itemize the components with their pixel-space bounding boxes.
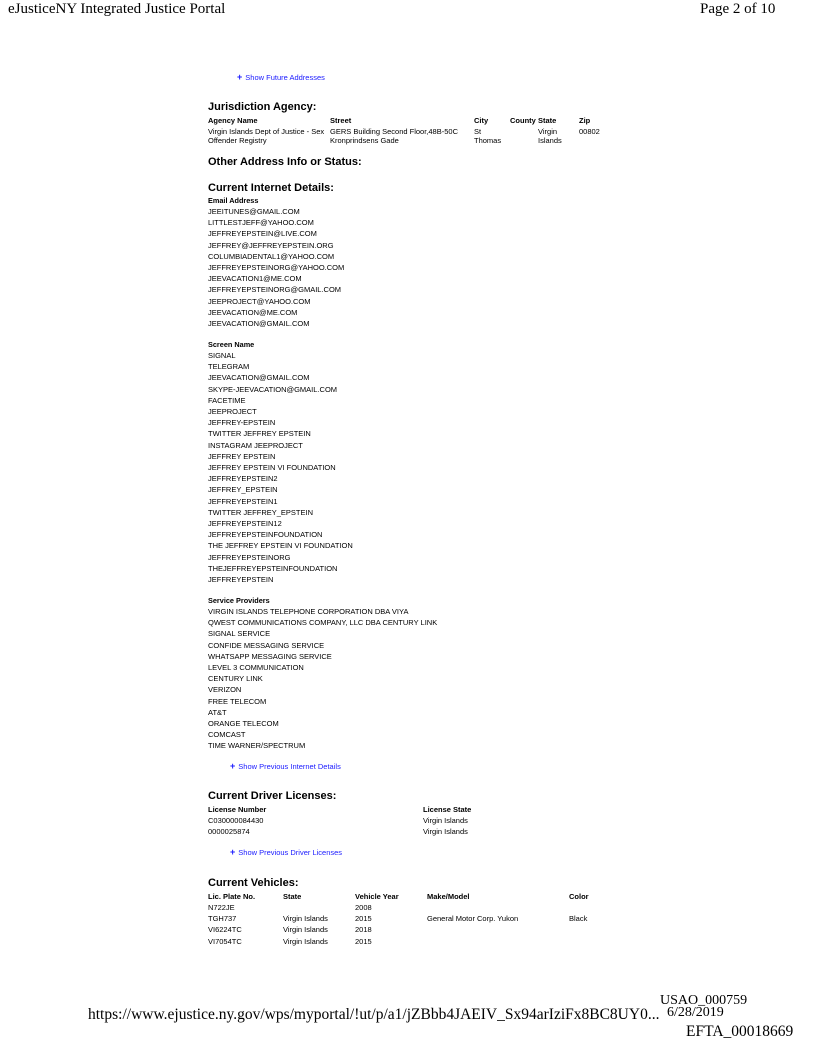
service-providers-list xyxy=(208,606,437,752)
screen-name-item: JEFFREYEPSTEINFOUNDATION xyxy=(208,530,323,540)
screen-name-item: THE JEFFREY EPSTEIN VI FOUNDATION xyxy=(208,541,353,551)
email-item: JEEPROJECT@YAHOO.COM xyxy=(208,296,311,306)
screen-name-item: SKYPE-JEEVACATION@GMAIL.COM xyxy=(208,384,338,394)
vehicles-heading: Current Vehicles: xyxy=(208,877,299,889)
provider-item: COMCAST xyxy=(208,730,246,740)
provider-item: VERIZON xyxy=(208,685,242,695)
screen-name-item: INSTAGRAM JEEPROJECT xyxy=(208,440,303,450)
column-header: License Number xyxy=(208,805,267,814)
screen-name-item: TWITTER JEFFREY_EPSTEIN xyxy=(208,507,314,517)
screen-name-item: JEFFREY EPSTEIN xyxy=(208,451,276,461)
col-city: City xyxy=(474,116,489,125)
provider-item: SIGNAL SERVICE xyxy=(208,629,271,639)
column-header: Color xyxy=(569,892,589,901)
provider-item: TIME WARNER/SPECTRUM xyxy=(208,741,306,751)
screen-name-item: JEFFREYEPSTEIN12 xyxy=(208,519,282,529)
portal-title: eJusticeNY Integrated Justice Portal xyxy=(8,1,226,17)
screen-name-list xyxy=(208,350,353,585)
column-header: Lic. Plate No. xyxy=(208,892,256,901)
email-item: JEFFREYEPSTEIN@LIVE.COM xyxy=(208,229,317,239)
column-header: Make/Model xyxy=(427,892,470,901)
col-street: Street xyxy=(330,116,352,125)
other-address-heading: Other Address Info or Status: xyxy=(208,156,362,168)
show-previous-licenses-link[interactable] xyxy=(230,847,342,857)
page-number: Page 2 of 10 xyxy=(700,1,776,17)
table-cell: Virgin Islands xyxy=(283,936,328,946)
agency-name-cont: Offender Registry xyxy=(208,136,267,145)
email-item: JEEVACATION@GMAIL.COM xyxy=(208,319,310,329)
screen-name-item: FACETIME xyxy=(208,395,246,405)
screen-name-item: JEFFREY-EPSTEIN xyxy=(208,418,276,428)
table-cell: 2008 xyxy=(355,903,372,912)
zip: 00802 xyxy=(579,127,600,136)
link-label: Show Future Addresses xyxy=(245,73,325,82)
col-county: County xyxy=(510,116,536,125)
col-state: State xyxy=(538,116,557,125)
table-cell: VI6224TC xyxy=(208,925,242,935)
link-label: Show Previous Internet Details xyxy=(238,762,341,771)
plus-icon: + xyxy=(237,72,243,82)
city-cont: Thomas xyxy=(474,136,502,145)
table-cell: N722JE xyxy=(208,903,235,912)
street: GERS Building Second Floor,48B-50C xyxy=(330,127,458,136)
state: Virgin xyxy=(538,127,558,136)
table-cell: TGH737 xyxy=(208,914,237,924)
table-cell: 0000025874 xyxy=(208,827,250,837)
column-header: License State xyxy=(423,805,472,814)
table-cell: Virgin Islands xyxy=(283,925,328,935)
screen-name-item: JEFFREYEPSTEIN xyxy=(208,575,274,585)
screen-name-item: JEEPROJECT xyxy=(208,407,257,417)
table-cell: 2018 xyxy=(355,925,372,935)
footer-url: https://www.ejustice.ny.gov/wps/myportal/!ut/p/a1/jZBbb4JAEIV_Sx94arIziFx8BC8UY0... xyxy=(88,1006,660,1023)
provider-item: AT&T xyxy=(208,707,227,717)
agency-name: Virgin Islands Dept of Justice - Sex xyxy=(208,127,325,136)
street-cont: Kronprindsens Gade xyxy=(330,136,399,145)
show-previous-internet-link[interactable] xyxy=(230,761,341,771)
screen-name-item: SIGNAL xyxy=(208,351,236,360)
screen-name-item: JEFFREY_EPSTEIN xyxy=(208,485,278,495)
email-item: COLUMBIADENTAL1@YAHOO.COM xyxy=(208,251,335,261)
table-cell: 2015 xyxy=(355,914,372,924)
provider-item: FREE TELECOM xyxy=(208,696,267,706)
screen-name-item: JEFFREYEPSTEIN2 xyxy=(208,474,278,484)
email-list xyxy=(208,206,344,329)
service-providers-label: Service Providers xyxy=(208,596,270,605)
column-header: State xyxy=(283,892,302,901)
column-header: Vehicle Year xyxy=(355,892,399,901)
provider-item: CENTURY LINK xyxy=(208,674,263,684)
screen-name-label: Screen Name xyxy=(208,340,255,349)
plus-icon: + xyxy=(230,847,236,857)
link-label: Show Previous Driver Licenses xyxy=(238,848,343,857)
internet-heading: Current Internet Details: xyxy=(208,182,334,194)
screen-name-item: JEFFREY EPSTEIN VI FOUNDATION xyxy=(208,463,336,473)
email-item: JEEVACATION@ME.COM xyxy=(208,307,298,317)
provider-item: ORANGE TELECOM xyxy=(208,719,279,729)
screen-name-item: THEJEFFREYEPSTEINFOUNDATION xyxy=(208,563,338,573)
plus-icon: + xyxy=(230,761,236,771)
col-zip: Zip xyxy=(579,116,591,125)
screen-name-item: JEFFREYEPSTEINORG xyxy=(208,552,291,562)
provider-item: QWEST COMMUNICATIONS COMPANY, LLC DBA CENTURY LINK xyxy=(208,618,438,628)
efta-number: EFTA_00018669 xyxy=(686,1023,794,1040)
jurisdiction-heading: Jurisdiction Agency: xyxy=(208,101,317,113)
email-item: JEEITUNES@GMAIL.COM xyxy=(208,207,300,216)
state-cont: Islands xyxy=(538,136,562,145)
table-cell: Virgin Islands xyxy=(423,816,468,825)
col-agency-name: Agency Name xyxy=(208,116,258,125)
provider-item: WHATSAPP MESSAGING SERVICE xyxy=(208,651,332,661)
email-item: JEFFREYEPSTEINORG@GMAIL.COM xyxy=(208,285,342,295)
show-future-addresses-link[interactable] xyxy=(237,72,325,82)
table-cell: 2015 xyxy=(355,936,372,946)
table-cell: Black xyxy=(569,914,588,924)
usao-stamp: USAO_000759 xyxy=(660,993,748,1008)
screen-name-item: TWITTER JEFFREY EPSTEIN xyxy=(208,429,311,439)
email-item: LITTLESTJEFF@YAHOO.COM xyxy=(208,218,314,228)
provider-item: VIRGIN ISLANDS TELEPHONE CORPORATION DBA VIYA xyxy=(208,607,409,616)
table-cell: C030000084430 xyxy=(208,816,264,825)
screen-name-item: TELEGRAM xyxy=(208,362,250,372)
licenses-heading: Current Driver Licenses: xyxy=(208,790,337,802)
email-item: JEEVACATION1@ME.COM xyxy=(208,274,302,284)
city: St xyxy=(474,127,482,136)
provider-item: LEVEL 3 COMMUNICATION xyxy=(208,663,304,673)
table-cell: Virgin Islands xyxy=(283,914,328,924)
screen-name-item: JEFFREYEPSTEIN1 xyxy=(208,496,278,506)
table-cell: Virgin Islands xyxy=(423,827,468,837)
table-cell: General Motor Corp. Yukon xyxy=(427,914,519,924)
email-label: Email Address xyxy=(208,196,259,205)
email-item: JEFFREY@JEFFREYEPSTEIN.ORG xyxy=(208,240,334,250)
screen-name-item: JEEVACATION@GMAIL.COM xyxy=(208,373,310,383)
print-date: 6/28/2019 xyxy=(667,1005,724,1020)
table-cell: VI7054TC xyxy=(208,936,242,946)
provider-item: CONFIDE MESSAGING SERVICE xyxy=(208,640,325,650)
email-item: JEFFREYEPSTEINORG@YAHOO.COM xyxy=(208,263,345,273)
